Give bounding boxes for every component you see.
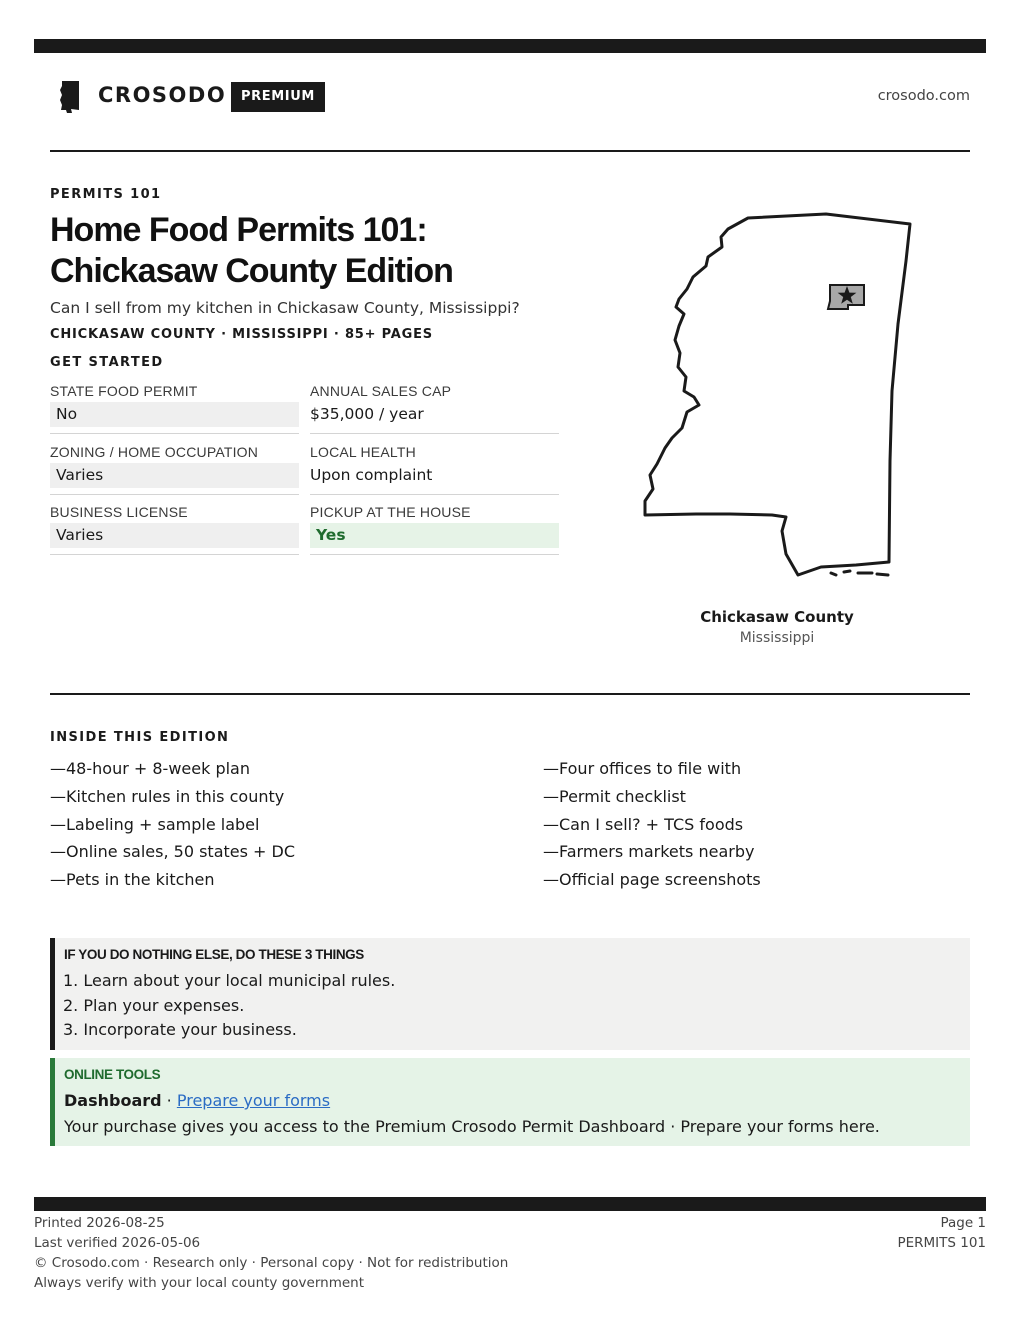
fact-label: LOCAL HEALTH <box>310 444 416 460</box>
header-divider <box>50 150 970 152</box>
page-header <box>50 78 970 116</box>
get-started-heading: GET STARTED <box>50 355 164 370</box>
list-item: —Can I sell? + TCS foods <box>543 814 744 834</box>
premium-badge: PREMIUM <box>231 82 325 112</box>
online-tools-callout <box>50 1058 970 1146</box>
list-item: 1. Learn about your local municipal rules. <box>63 971 396 990</box>
fact-value: Upon complaint <box>310 466 433 484</box>
copyright-notice: © Crosodo.com · Research only · Personal copy · Not for redistribution <box>34 1255 509 1271</box>
list-item: —48-hour + 8-week plan <box>50 759 250 778</box>
list-item: 2. Plan your expenses. <box>63 995 245 1015</box>
state-outline <box>645 214 910 575</box>
three-things-list <box>63 969 395 1043</box>
printed-date: Printed 2026-08-25 <box>34 1215 165 1231</box>
dashboard-label: Dashboard <box>64 1091 162 1110</box>
map-county-name: Chickasaw County <box>700 608 854 626</box>
title-line-1: Home Food Permits 101: <box>50 211 427 249</box>
section-divider <box>50 693 970 695</box>
mississippi-state-silhouette-icon <box>58 80 82 114</box>
callout-heading: ONLINE TOOLS <box>64 1067 161 1082</box>
fact-label: ZONING / HOME OCCUPATION <box>50 444 259 460</box>
title-line-2: Chickasaw County Edition <box>50 252 453 290</box>
online-tools-description: Your purchase gives you access to the Premium Crosodo Permit Dashboard · Prepare your forms here. <box>64 1117 880 1136</box>
state-map <box>636 205 922 590</box>
footer-section-name: PERMITS 101 <box>897 1235 986 1251</box>
section-eyebrow: PERMITS 101 <box>50 187 162 202</box>
page-title <box>50 210 610 292</box>
list-item: —Official page screenshots <box>543 870 761 890</box>
fact-label: BUSINESS LICENSE <box>50 504 188 520</box>
contents-list-right <box>543 755 761 894</box>
disclaimer: Always verify with your local county government <box>34 1275 364 1291</box>
fact-value: Yes <box>310 523 559 548</box>
list-item: —Four offices to file with <box>543 759 742 778</box>
three-things-callout <box>50 938 970 1050</box>
county-location-star-icon <box>828 285 864 309</box>
list-item: —Pets in the kitchen <box>50 870 215 890</box>
fact-label: PICKUP AT THE HOUSE <box>310 504 471 520</box>
page-number: Page 1 <box>940 1215 986 1231</box>
list-item: —Online sales, 50 states + DC <box>50 842 296 862</box>
list-item: —Farmers markets nearby <box>543 842 755 862</box>
brand-name: CROSODO <box>98 83 227 107</box>
fact-value: $35,000 / year <box>310 405 424 423</box>
footer-right <box>897 1213 986 1253</box>
separator: · <box>161 1091 177 1110</box>
prepare-forms-link[interactable]: Prepare your forms <box>176 1091 331 1110</box>
fact-zoning <box>50 443 299 495</box>
fact-value: Varies <box>50 523 299 548</box>
gulf-islands <box>831 571 888 575</box>
fact-state-food-permit <box>50 382 299 434</box>
list-item: —Kitchen rules in this county <box>50 786 285 806</box>
inside-edition-heading: INSIDE THIS EDITION <box>50 730 230 745</box>
fact-label: STATE FOOD PERMIT <box>50 383 198 399</box>
dashboard-line <box>64 1091 330 1110</box>
top-rule-bar <box>34 39 986 53</box>
fact-local-health <box>310 443 559 495</box>
fact-value: No <box>50 402 299 427</box>
site-url[interactable]: crosodo.com <box>877 88 970 104</box>
fact-label: ANNUAL SALES CAP <box>310 383 452 399</box>
fact-annual-sales-cap <box>310 382 559 434</box>
bottom-rule-bar <box>34 1197 986 1211</box>
edition-meta: CHICKASAW COUNTY · MISSISSIPPI · 85+ PAGES <box>50 327 433 342</box>
callout-heading: IF YOU DO NOTHING ELSE, DO THESE 3 THINGS <box>64 947 364 962</box>
footer-left <box>34 1213 508 1293</box>
fact-pickup-at-house <box>310 503 559 555</box>
map-state-name: Mississippi <box>739 630 815 646</box>
verified-date: Last verified 2026-05-06 <box>34 1235 201 1251</box>
fact-value: Varies <box>50 463 299 488</box>
list-item: 3. Incorporate your business. <box>63 1020 297 1039</box>
list-item: —Permit checklist <box>543 786 686 806</box>
fact-business-license <box>50 503 299 555</box>
page-subtitle: Can I sell from my kitchen in Chickasaw County, Mississippi? <box>50 299 520 317</box>
contents-list-left <box>50 755 295 894</box>
list-item: —Labeling + sample label <box>50 814 260 834</box>
